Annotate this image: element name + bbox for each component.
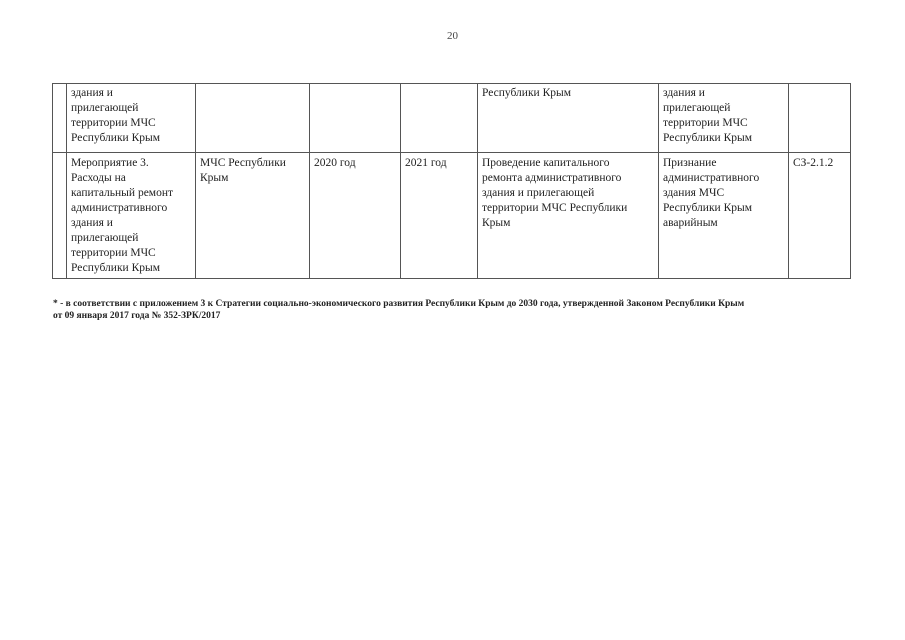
table-cell: Признание административного здания МЧС Республики Крым аварийным (659, 153, 789, 279)
table-cell (310, 84, 401, 153)
table-cell: Мероприятие 3. Расходы на капитальный ремонт административного здания и прилегающей территории МЧС Республики Крым (67, 153, 196, 279)
table-cell: здания и прилегающей территории МЧС Республики Крым (67, 84, 196, 153)
footnote-line: от 09 января 2017 года № 352-ЗРК/2017 (53, 311, 221, 321)
table-cell: МЧС Республики Крым (196, 153, 310, 279)
table-cell: 2020 год (310, 153, 401, 279)
footnote-line: * - в соответствии с приложением 3 к Стратегии социально-экономического развития Республики Крым до 2030 года, утвержденной Законом Республики Крым (53, 299, 745, 309)
table-cell (196, 84, 310, 153)
table-cell (789, 84, 851, 153)
table-cell: здания и прилегающей территории МЧС Республики Крым (659, 84, 789, 153)
table-cell (401, 84, 478, 153)
table-cell (53, 153, 67, 279)
footnote (53, 298, 853, 322)
table-row (53, 153, 851, 279)
table-cell: Проведение капитального ремонта административного здания и прилегающей территории МЧС Республики Крым (478, 153, 659, 279)
table-cell: СЗ-2.1.2 (789, 153, 851, 279)
table-cell: Республики Крым (478, 84, 659, 153)
page-number: 20 (447, 30, 458, 42)
table-cell: 2021 год (401, 153, 478, 279)
table-cell (53, 84, 67, 153)
table-row (53, 84, 851, 153)
measures-table (52, 83, 851, 279)
